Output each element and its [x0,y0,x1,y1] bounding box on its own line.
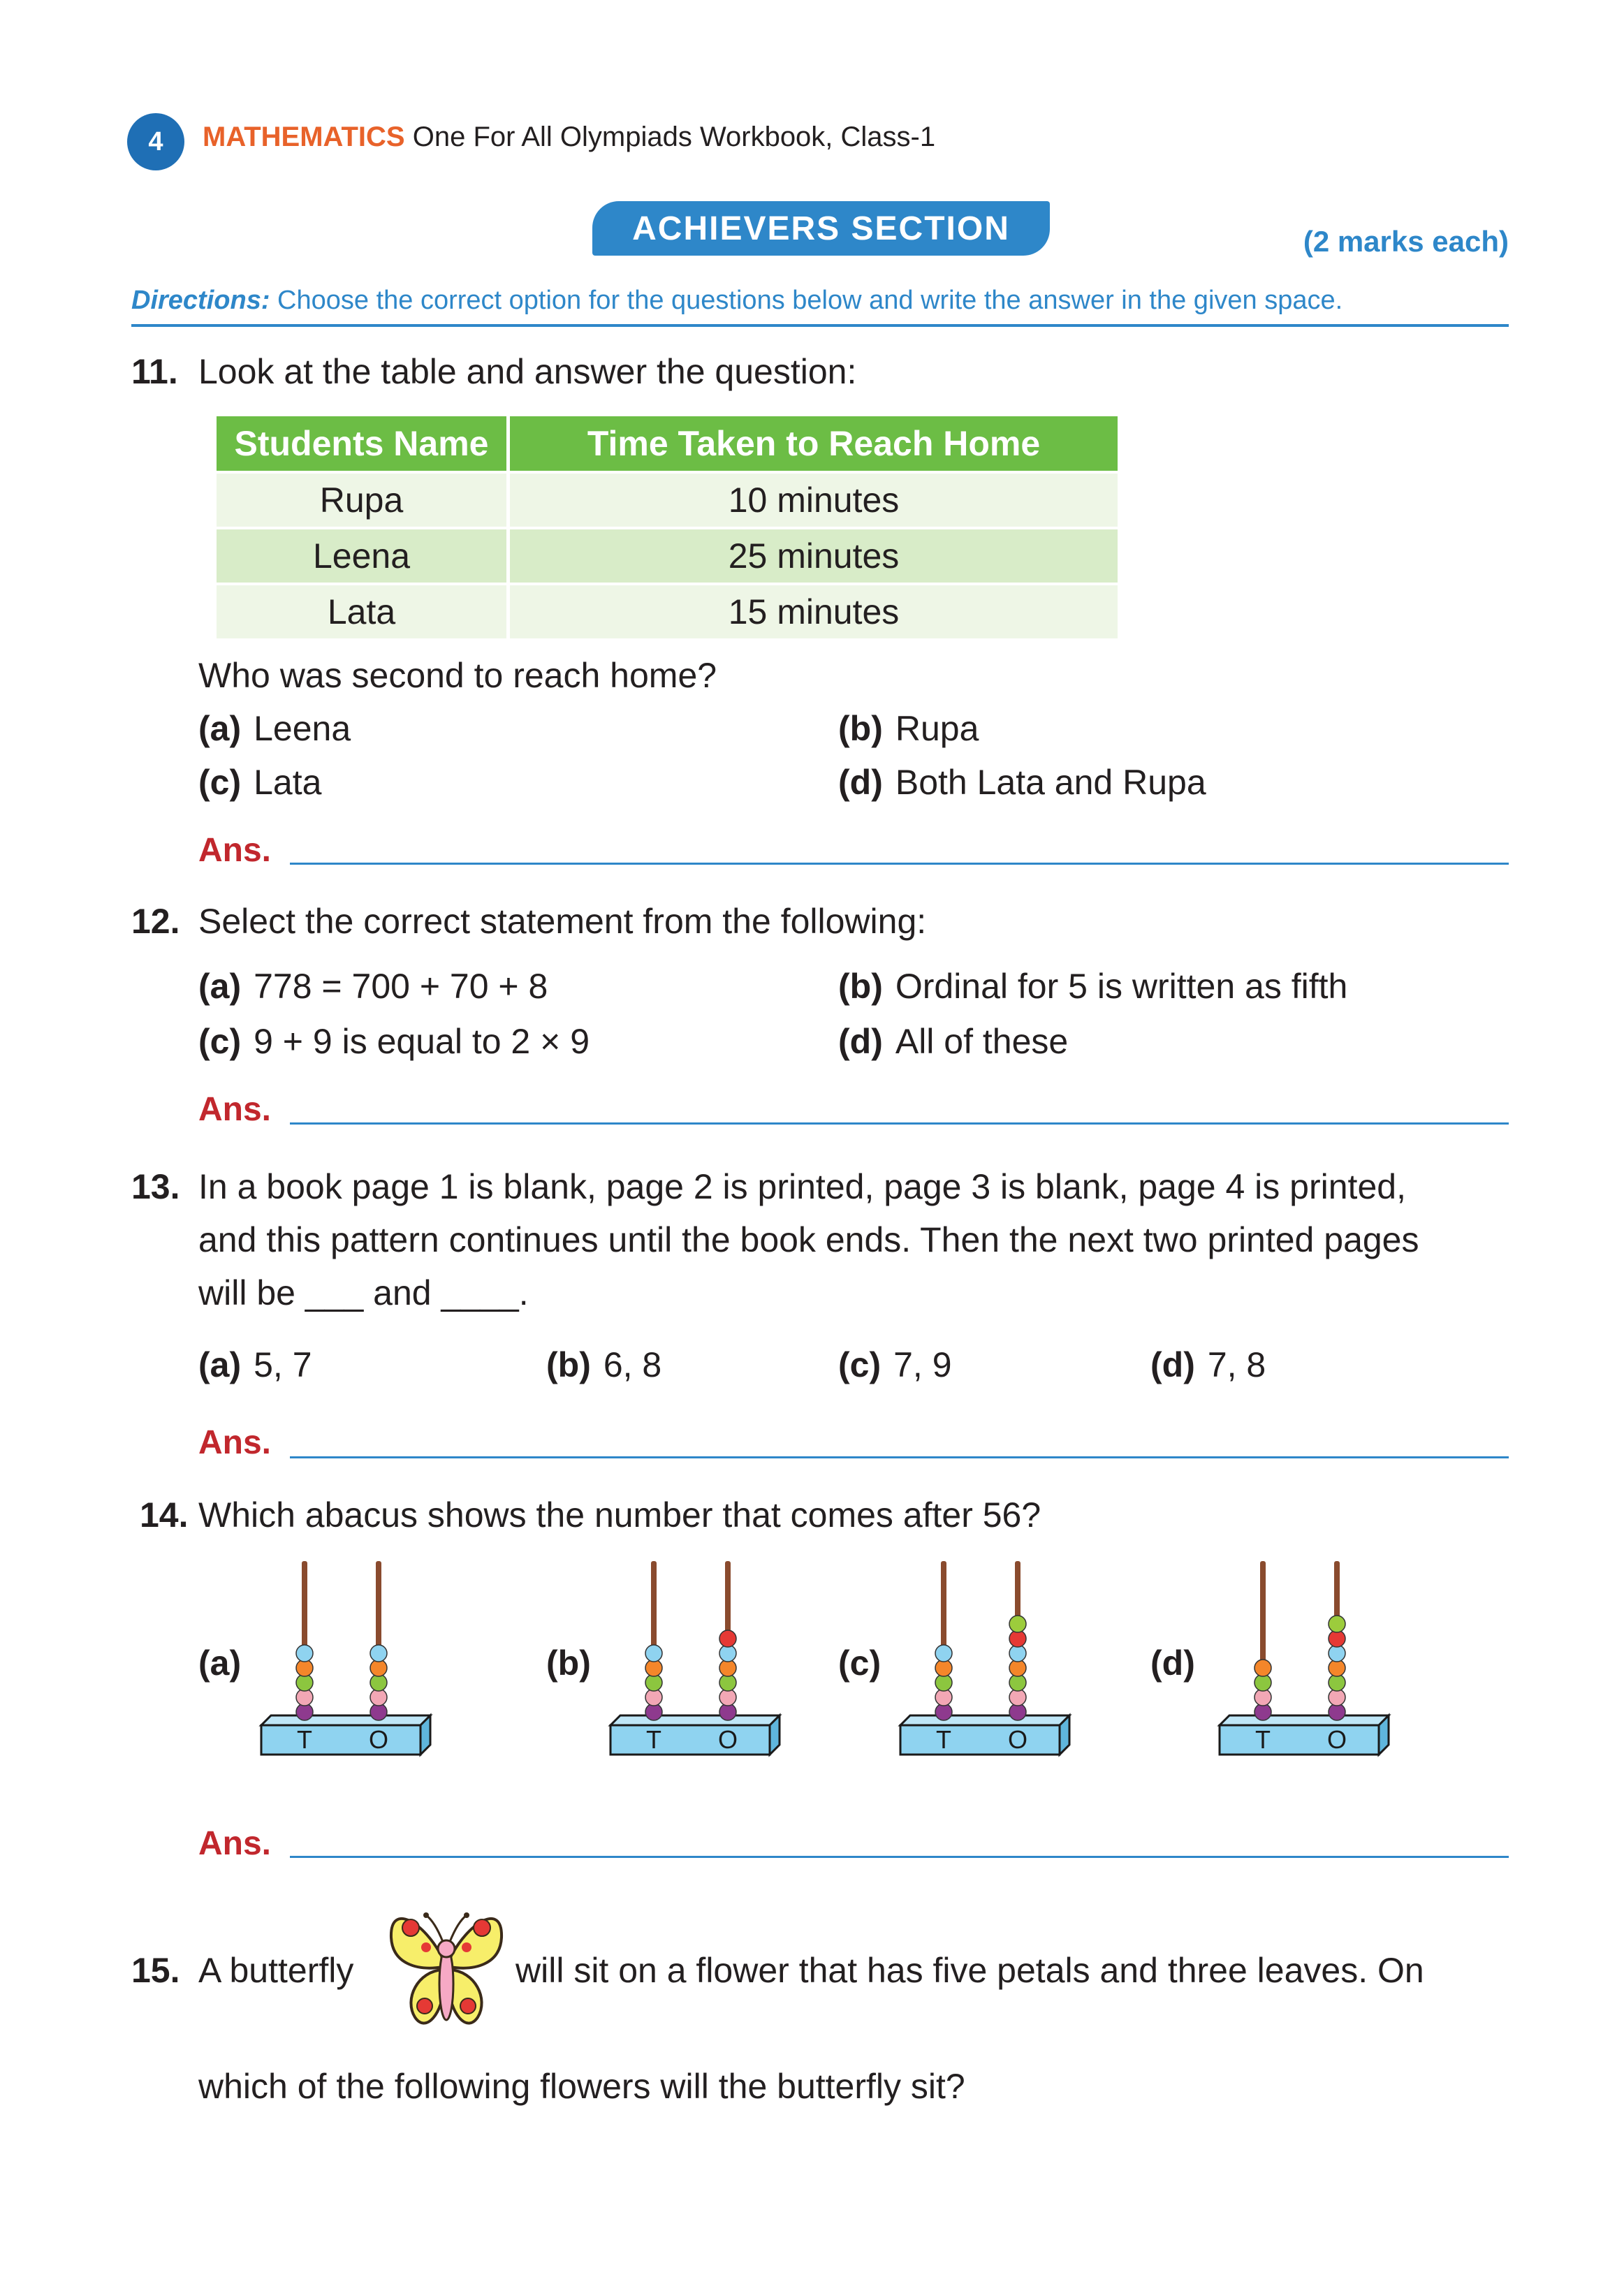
option-a[interactable] [198,708,351,749]
option-letter: (d) [1150,1644,1195,1683]
option-text: Leena [254,709,351,748]
option-text: 9 + 9 is equal to 2 × 9 [254,1022,590,1061]
option-text: Both Lata and Rupa [895,763,1206,802]
question-number: 14. [140,1495,189,1535]
table-cell: 25 minutes [510,527,1118,583]
abacus-bead [1329,1616,1345,1632]
option-d[interactable] [838,1021,1068,1062]
option-text: Ordinal for 5 is written as fifth [895,967,1348,1006]
option-letter: (c) [838,1345,882,1384]
question-text-line: and this pattern continues until the book ends. Then the next two printed pages [198,1220,1419,1259]
ones-label: O [1326,1725,1347,1754]
abacus-bead [1009,1616,1026,1632]
option-text: All of these [895,1022,1069,1061]
option-letter: (c) [838,1644,882,1683]
running-header [203,122,935,153]
option-text: 778 = 700 + 70 + 8 [254,967,548,1006]
option-text: 5, 7 [254,1345,312,1384]
option-b[interactable] [838,708,979,749]
option-d[interactable] [1150,1345,1266,1385]
option-a[interactable] [198,1345,312,1385]
directions-label: Directions: [131,286,270,315]
abacus-base-top [900,1715,1069,1725]
ones-label: O [368,1725,389,1754]
marks-note: (2 marks each) [1303,225,1509,258]
option-text: Rupa [895,709,979,748]
option-letter: (d) [1150,1345,1195,1384]
option-letter: (c) [198,1022,242,1061]
option-letter: (a) [198,1644,242,1683]
tens-label: T [936,1725,951,1754]
abacus-base-front [1220,1725,1379,1755]
butterfly-illustration [383,1894,510,2042]
ones-label: O [717,1725,738,1754]
section-banner [592,201,1050,256]
table-header-cell: Students Name [217,416,510,471]
table-header-cell: Time Taken to Reach Home [510,416,1118,471]
question-text-line: In a book page 1 is blank, page 2 is printed, page 3 is blank, page 4 is printed, [198,1167,1406,1206]
option-letter: (d) [838,1022,883,1061]
option-b[interactable] [838,966,1347,1006]
option-c[interactable] [198,762,321,803]
abacus-d [1217,1554,1391,1778]
table-row [217,527,1118,583]
question-text-line: will be ___ and ____. [198,1273,529,1312]
tens-label: T [1255,1725,1271,1754]
answer-line[interactable] [290,863,1509,865]
abacus-base-front [900,1725,1060,1755]
option-c[interactable] [198,1021,590,1062]
tens-label: T [646,1725,661,1754]
option-a[interactable] [198,966,548,1006]
directions [131,286,1343,316]
answer-line[interactable] [290,1122,1509,1125]
question-text: Which abacus shows the number that comes after 56? [198,1495,1041,1535]
abacus-base-front [610,1725,770,1755]
question-text: Select the correct statement from the following: [198,902,927,941]
question-text-line: which of the following flowers will the butterfly sit? [198,2067,965,2106]
option-letter: (a) [198,1345,242,1384]
question-text-continued: will sit on a flower that has five petals and three leaves. On [515,1951,1424,1990]
tens-label: T [297,1725,312,1754]
option-c[interactable] [838,1345,952,1385]
table-header-row [217,416,1118,471]
answer-label: Ans. [198,1825,272,1862]
abacus-base-front [261,1725,420,1755]
students-time-table [217,416,1118,638]
table-cell: Leena [217,527,510,583]
option-letter: (a) [198,709,242,748]
subject-label: MATHEMATICS [203,122,405,152]
option-letter: (d) [838,763,883,802]
option-text: Lata [254,763,322,802]
abacus-bead [370,1645,387,1662]
option-letter: (a) [198,967,242,1006]
option-letter: (b) [838,967,883,1006]
question-text-start: A butterfly [198,1951,354,1990]
abacus-base-top [610,1715,780,1725]
option-b[interactable] [546,1345,661,1385]
answer-line[interactable] [290,1856,1509,1858]
book-title: One For All Olympiads Workbook, Class-1 [412,122,936,152]
question-text: Look at the table and answer the question: [198,352,857,391]
sub-question-text: Who was second to reach home? [198,656,717,695]
section-title: ACHIEVERS SECTION [632,210,1010,247]
abacus-bead [1254,1660,1271,1676]
option-text: 6, 8 [603,1345,662,1384]
abacus-option-c[interactable] [838,1643,893,1683]
option-letter: (c) [198,763,242,802]
option-letter: (b) [546,1345,591,1384]
abacus-option-b[interactable] [546,1643,603,1683]
answer-label: Ans. [198,1091,272,1128]
answer-line[interactable] [290,1456,1509,1458]
option-d[interactable] [838,762,1206,803]
table-cell: 10 minutes [510,471,1118,527]
question-number: 12. [131,902,180,941]
table-row [217,583,1118,638]
option-text: 7, 9 [893,1345,952,1384]
question-number: 11. [131,352,178,391]
question-number: 13. [131,1167,180,1206]
ones-label: O [1007,1725,1028,1754]
question-number: 15. [131,1951,180,1990]
table-row [217,471,1118,527]
abacus-a [258,1554,433,1778]
answer-label: Ans. [198,1424,272,1461]
abacus-base-top [261,1715,430,1725]
table-cell: 15 minutes [510,583,1118,638]
page-number: 4 [148,126,163,156]
abacus-bead [935,1645,952,1662]
directions-text: Choose the correct option for the questions below and write the answer in the given space. [277,286,1343,315]
option-letter: (b) [546,1644,591,1683]
abacus-b [608,1554,782,1778]
answer-label: Ans. [198,832,272,869]
option-letter: (b) [838,709,883,748]
abacus-c [898,1554,1072,1778]
abacus-bead [645,1645,662,1662]
directions-divider [131,324,1509,327]
abacus-option-d[interactable] [1150,1643,1208,1683]
table-cell: Lata [217,583,510,638]
table-cell: Rupa [217,471,510,527]
abacus-option-a[interactable] [198,1643,254,1683]
abacus-bead [719,1630,736,1647]
option-text: 7, 8 [1207,1345,1266,1384]
abacus-base-top [1220,1715,1389,1725]
page-number-badge [127,113,184,170]
abacus-bead [296,1645,313,1662]
